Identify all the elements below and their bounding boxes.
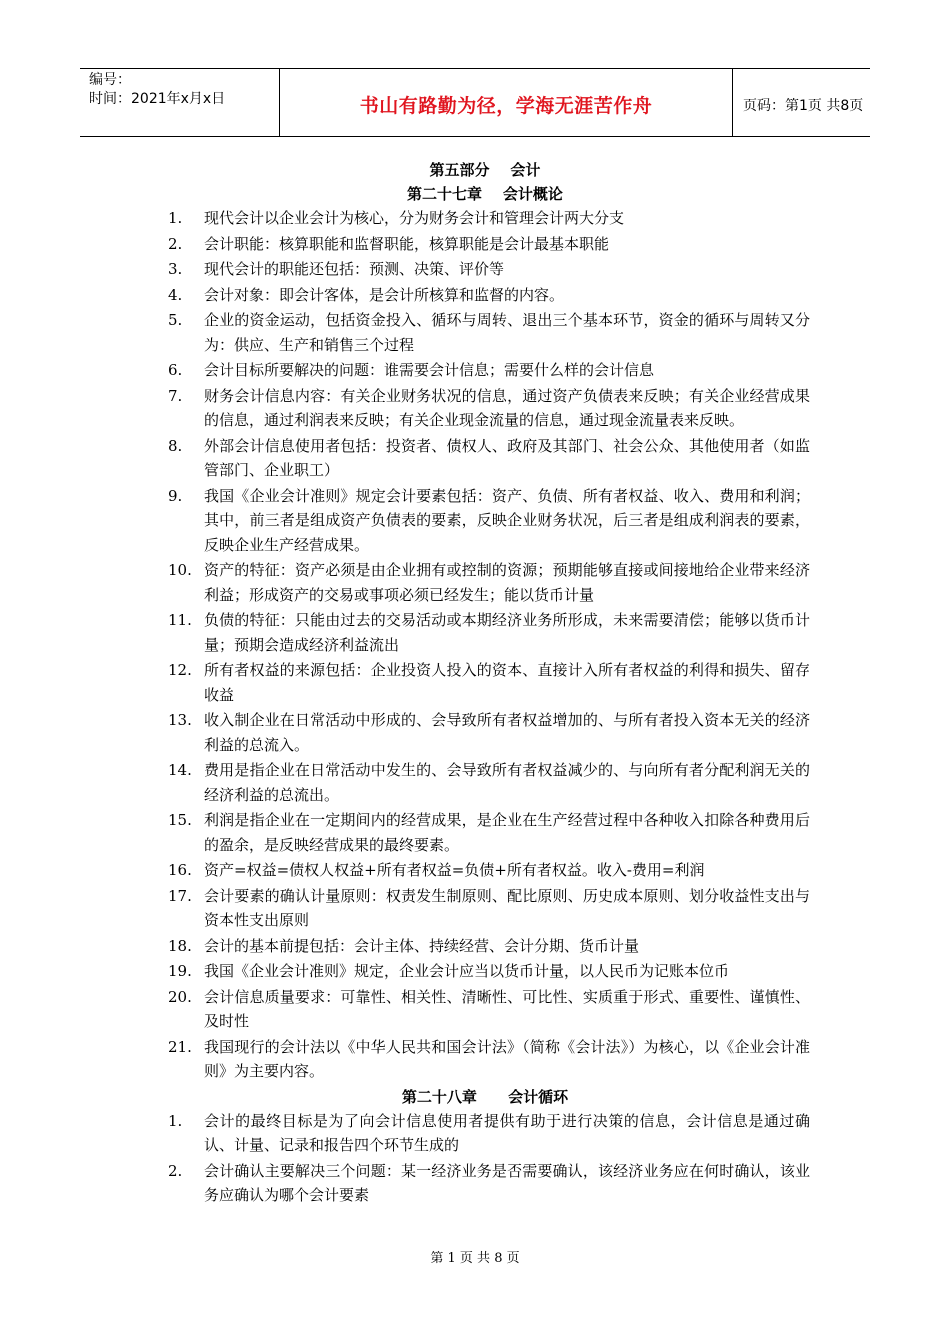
list-item-number: 4.	[168, 285, 183, 304]
header-page-cell	[733, 69, 870, 136]
header-motto-cell	[279, 69, 733, 136]
document-number-label: 编号：	[89, 72, 131, 88]
list-item-text: 利润是指企业在一定期间内的经营成果，是企业在生产经营过程中各种收入扣除各种费用后的盈余，是反映经营成果的最终要素。	[204, 811, 810, 854]
list-item	[160, 884, 810, 933]
list-item-text: 资产的特征：资产必须是由企业拥有或控制的资源；预期能够直接或间接地给企业带来经济利益；形成资产的交易或事项必须已经发生；能以货币计量	[204, 561, 810, 604]
list-item-number: 21.	[168, 1037, 192, 1056]
list-item-number: 13.	[168, 711, 192, 729]
list-item	[160, 484, 810, 558]
chapter-28-title: 第二十八章 会计循环	[401, 1087, 569, 1106]
list-item-number: 5.	[168, 311, 183, 329]
list-item-text: 会计职能：核算职能和监督职能，核算职能是会计最基本职能	[204, 234, 610, 253]
list-item-text: 会计确认主要解决三个问题：某一经济业务是否需要确认，该经济业务应在何时确认，该业务应确认为哪个会计要素	[204, 1161, 810, 1204]
header-page-info: 页码：第1页 共8页	[743, 98, 864, 114]
list-item-text: 会计对象：即会计客体，是会计所核算和监督的内容。	[204, 285, 565, 304]
list-item-number: 8.	[168, 436, 183, 455]
list-item	[160, 758, 810, 807]
header-motto: 书山有路勤为径，学海无涯苦作舟	[359, 95, 653, 117]
list-item	[160, 708, 810, 757]
list-item	[160, 858, 810, 883]
list-item	[160, 434, 810, 483]
list-item-number: 7.	[168, 386, 183, 405]
list-item-number: 19.	[168, 962, 192, 980]
document-date: 时间：2021年x月x日	[89, 91, 226, 107]
chapter-28-list	[160, 1109, 810, 1208]
chapter-27-title: 第二十七章 会计概论	[407, 185, 563, 203]
list-item-number: 18.	[168, 936, 192, 955]
list-item-text: 财务会计信息内容：有关企业财务状况的信息，通过资产负债表来反映；有关企业经营成果的信息，通过利润表来反映；有关企业现金流量的信息，通过现金流量表来反映。	[204, 386, 810, 429]
list-item	[160, 257, 810, 282]
list-item-number: 11.	[168, 611, 192, 629]
list-item-text: 我国《企业会计准则》规定会计要素包括：资产、负债、所有者权益、收入、费用和利润；其中，前三者是组成资产负债表的要素，反映企业财务状况，后三者是组成利润表的要素，反映企业生产经营成果。	[204, 486, 810, 554]
list-item	[160, 608, 810, 657]
list-item	[160, 934, 810, 959]
list-item-number: 1.	[168, 1111, 183, 1130]
list-item-text: 费用是指企业在日常活动中发生的、会导致所有者权益减少的、与向所有者分配利润无关的经济利益的总流出。	[204, 761, 810, 804]
list-item-number: 10.	[168, 561, 192, 579]
list-item	[160, 558, 810, 607]
list-item-number: 2.	[168, 234, 183, 253]
list-item-text: 现代会计以企业会计为核心，分为财务会计和管理会计两大分支	[204, 209, 625, 227]
page-footer: 第 1 页 共 8 页	[430, 1251, 520, 1266]
list-item-text: 资产=权益=债权人权益+所有者权益=负债+所有者权益。收入-费用=利润	[204, 861, 705, 879]
list-item-text: 会计的基本前提包括：会计主体、持续经营、会计分期、货币计量	[204, 936, 640, 955]
list-item-text: 会计信息质量要求：可靠性、相关性、清晰性、可比性、实质重于形式、重要性、谨慎性、及时性	[204, 987, 810, 1030]
list-item	[160, 985, 810, 1034]
list-item-number: 12.	[168, 661, 192, 679]
list-item	[160, 959, 810, 984]
header-meta	[80, 69, 279, 136]
list-item	[160, 1035, 810, 1084]
list-item-text: 我国现行的会计法以《中华人民共和国会计法》（简称《会计法》）为核心，以《企业会计准则》为主要内容。	[204, 1037, 810, 1080]
list-item-text: 企业的资金运动，包括资金投入、循环与周转、退出三个基本环节，资金的循环与周转又分为：供应、生产和销售三个过程	[204, 311, 810, 354]
list-item	[160, 358, 810, 383]
list-item	[160, 283, 810, 308]
list-item	[160, 232, 810, 257]
list-item-text: 我国《企业会计准则》规定，企业会计应当以货币计量，以人民币为记账本位币	[204, 962, 730, 980]
list-item	[160, 308, 810, 357]
list-item-text: 会计的最终目标是为了向会计信息使用者提供有助于进行决策的信息，会计信息是通过确认、计量、记录和报告四个环节生成的	[204, 1111, 810, 1154]
list-item-number: 3.	[168, 260, 183, 278]
list-item-text: 外部会计信息使用者包括：投资者、债权人、政府及其部门、社会公众、其他使用者（如监管部门、企业职工）	[204, 436, 810, 479]
list-item-text: 所有者权益的来源包括：企业投资人投入的资本、直接计入所有者权益的利得和损失、留存收益	[204, 661, 810, 704]
document-body	[160, 158, 810, 1209]
list-item-number: 16.	[168, 861, 192, 879]
list-item	[160, 1109, 810, 1158]
list-item	[160, 808, 810, 857]
list-item	[160, 206, 810, 231]
list-item	[160, 1159, 810, 1208]
page-header	[80, 68, 870, 137]
list-item-number: 6.	[168, 361, 183, 379]
list-item-number: 20.	[168, 987, 192, 1006]
list-item-text: 收入制企业在日常活动中形成的、会导致所有者权益增加的、与所有者投入资本无关的经济利益的总流入。	[204, 711, 810, 754]
list-item-text: 会计目标所要解决的问题：谁需要会计信息；需要什么样的会计信息	[204, 361, 655, 379]
list-item-number: 14.	[168, 761, 192, 779]
list-item-number: 2.	[168, 1161, 183, 1180]
list-item-number: 1.	[168, 209, 183, 227]
list-item-number: 17.	[168, 886, 192, 905]
list-item-text: 负债的特征：只能由过去的交易活动或本期经济业务所形成，未来需要清偿；能够以货币计量；预期会造成经济利益流出	[204, 611, 810, 654]
list-item-number: 9.	[168, 486, 183, 505]
list-item	[160, 384, 810, 433]
chapter-27-list	[160, 206, 810, 1084]
list-item-text: 会计要素的确认计量原则：权责发生制原则、配比原则、历史成本原则、划分收益性支出与资本性支出原则	[204, 886, 810, 929]
part-title: 第五部分 会计	[429, 161, 541, 179]
list-item-number: 15.	[168, 811, 192, 829]
list-item	[160, 658, 810, 707]
list-item-text: 现代会计的职能还包括：预测、决策、评价等	[204, 260, 505, 278]
